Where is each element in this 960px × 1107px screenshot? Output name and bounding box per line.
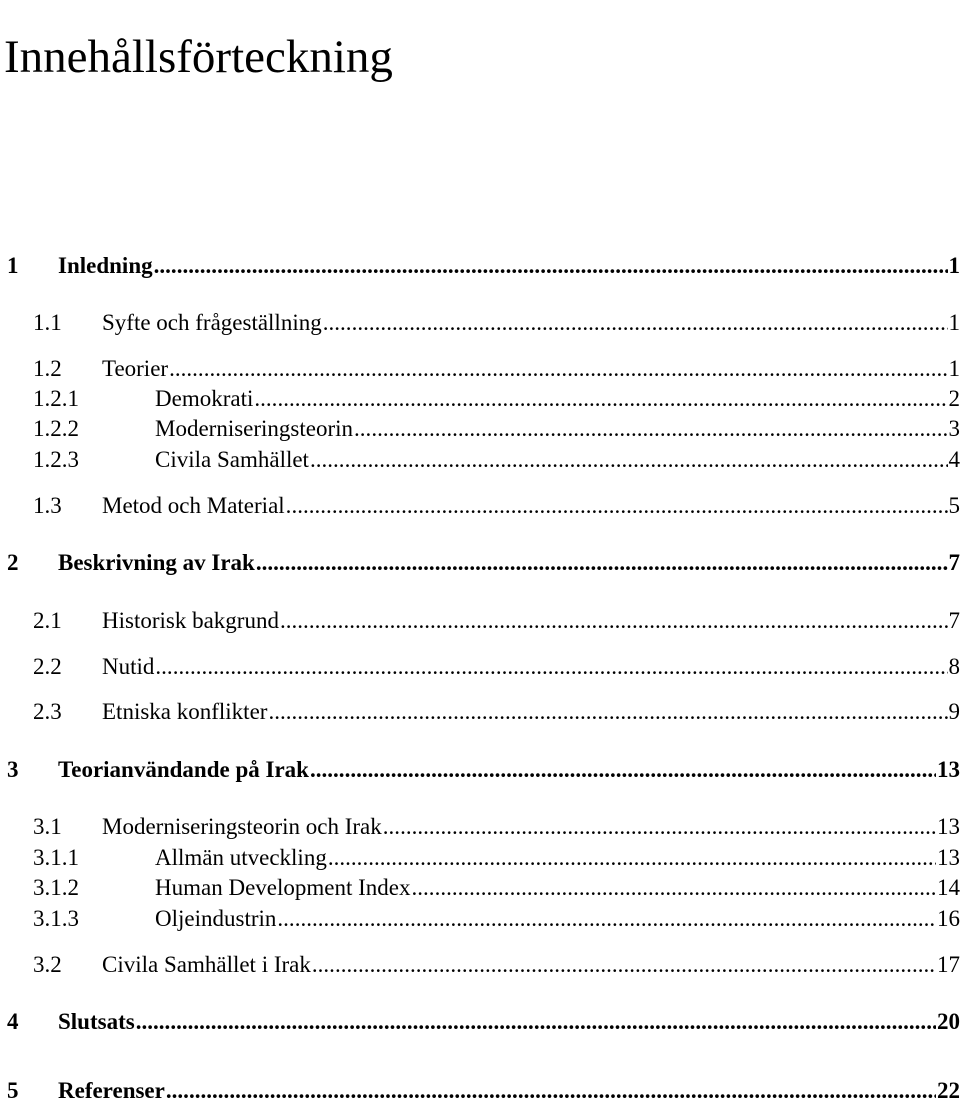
page-title: Innehållsförteckning <box>4 31 393 84</box>
toc-leader-dots <box>310 755 936 785</box>
toc-entry-label: Etniska konflikter <box>102 699 268 724</box>
toc-entry-label: Moderniseringsteorin och Irak <box>102 814 382 839</box>
toc-entry-label: Demokrati <box>155 386 254 411</box>
toc-entry-number: 1 <box>7 253 19 278</box>
toc-leader-dots <box>354 414 947 444</box>
toc-entry-label: Oljeindustrin <box>155 906 277 931</box>
toc-entry-number: 5 <box>7 1078 19 1103</box>
toc-leader-dots <box>328 843 936 873</box>
toc-leader-dots <box>383 812 936 842</box>
toc-leader-dots <box>286 491 948 521</box>
toc-entry-number: 1.2.1 <box>33 386 79 411</box>
toc-entry-label: Nutid <box>102 654 155 679</box>
toc-entry-1-2-3[interactable] <box>0 445 960 475</box>
toc-entry-1-2[interactable] <box>0 354 960 384</box>
toc-entry-page: 2 <box>948 386 960 411</box>
toc-entry-3-1-3[interactable] <box>0 904 960 934</box>
toc-entry-label: Human Development Index <box>155 875 411 900</box>
toc-entry-page: 13 <box>937 757 960 782</box>
toc-entry-number: 2.1 <box>33 608 62 633</box>
toc-entry-label: Teorier <box>102 356 169 381</box>
toc-entry-page: 17 <box>937 952 960 977</box>
toc-entry-3-1[interactable] <box>0 812 960 842</box>
toc-entry-1-3[interactable] <box>0 491 960 521</box>
toc-entry-page: 16 <box>937 906 960 931</box>
toc-entry-1-2-1[interactable] <box>0 384 960 414</box>
toc-entry-number: 2 <box>7 550 19 575</box>
toc-leader-dots <box>169 354 947 384</box>
toc-entry-label: Beskrivning av Irak <box>58 550 255 575</box>
toc-leader-dots <box>280 606 948 636</box>
toc-entry-page: 8 <box>948 654 960 679</box>
toc-entry-2-3[interactable] <box>0 697 960 727</box>
toc-entry-page: 1 <box>948 356 960 381</box>
toc-entry-page: 20 <box>937 1009 960 1034</box>
toc-entry-page: 9 <box>948 699 960 724</box>
toc-entry-page: 5 <box>948 493 960 518</box>
toc-entry-label: Syfte och frågeställning <box>102 310 322 335</box>
toc-entry-page: 13 <box>937 845 960 870</box>
toc-entry-2-1[interactable] <box>0 606 960 636</box>
toc-entry-number: 1.1 <box>33 310 62 335</box>
toc-leader-dots <box>166 1076 936 1106</box>
toc-entry-2-2[interactable] <box>0 652 960 682</box>
toc-entry-number: 4 <box>7 1009 19 1034</box>
toc-entry-number: 1.2.2 <box>33 416 79 441</box>
toc-entry-number: 3.1.3 <box>33 906 79 931</box>
toc-entry-label: Historisk bakgrund <box>102 608 279 633</box>
toc-entry-number: 2.3 <box>33 699 62 724</box>
toc-entry-label: Inledning <box>58 253 153 278</box>
toc-leader-dots <box>277 904 936 934</box>
toc-leader-dots <box>154 251 948 281</box>
toc-leader-dots <box>254 384 947 414</box>
toc-entry-label: Civila Samhället i Irak <box>102 952 311 977</box>
toc-entry-page: 14 <box>937 875 960 900</box>
toc-entry-label: Referenser <box>58 1078 165 1103</box>
toc-entry-label: Allmän utveckling <box>155 845 327 870</box>
toc-entry-1-1[interactable] <box>0 308 960 338</box>
toc-entry-page: 7 <box>948 550 960 575</box>
toc-leader-dots <box>136 1007 936 1037</box>
toc-entry-4[interactable] <box>0 1007 960 1037</box>
toc-entry-label: Teorianvändande på Irak <box>58 757 309 782</box>
toc-entry-label: Civila Samhället <box>155 447 309 472</box>
toc-entry-number: 3.2 <box>33 952 62 977</box>
toc-entry-page: 22 <box>937 1078 960 1103</box>
toc-entry-page: 13 <box>937 814 960 839</box>
toc-entry-number: 3 <box>7 757 19 782</box>
toc-entry-5[interactable] <box>0 1076 960 1106</box>
toc-leader-dots <box>268 697 947 727</box>
toc-entry-page: 3 <box>948 416 960 441</box>
toc-entry-number: 3.1.2 <box>33 875 79 900</box>
toc-leader-dots <box>312 950 936 980</box>
toc-entry-number: 3.1.1 <box>33 845 79 870</box>
toc-entry-number: 1.2 <box>33 356 62 381</box>
toc-entry-page: 1 <box>948 253 960 278</box>
toc-entry-3-1-1[interactable] <box>0 843 960 873</box>
toc-entry-number: 2.2 <box>33 654 62 679</box>
toc-entry-page: 1 <box>948 310 960 335</box>
toc-entry-label: Metod och Material <box>102 493 285 518</box>
toc-leader-dots <box>310 445 948 475</box>
toc-leader-dots <box>256 548 948 578</box>
toc-entry-3-2[interactable] <box>0 950 960 980</box>
toc-entry-page: 7 <box>948 608 960 633</box>
toc-entry-3-1-2[interactable] <box>0 873 960 903</box>
toc-entry-label: Slutsats <box>58 1009 135 1034</box>
toc-leader-dots <box>155 652 947 682</box>
toc-entry-1-2-2[interactable] <box>0 414 960 444</box>
toc-entry-2[interactable] <box>0 548 960 578</box>
toc-entry-number: 3.1 <box>33 814 62 839</box>
toc-entry-1[interactable] <box>0 251 960 281</box>
toc-entry-page: 4 <box>948 447 960 472</box>
toc-leader-dots <box>323 308 948 338</box>
toc-entry-number: 1.2.3 <box>33 447 79 472</box>
toc-entry-number: 1.3 <box>33 493 62 518</box>
toc-leader-dots <box>411 873 936 903</box>
toc-entry-label: Moderniseringsteorin <box>155 416 354 441</box>
toc-entry-3[interactable] <box>0 755 960 785</box>
